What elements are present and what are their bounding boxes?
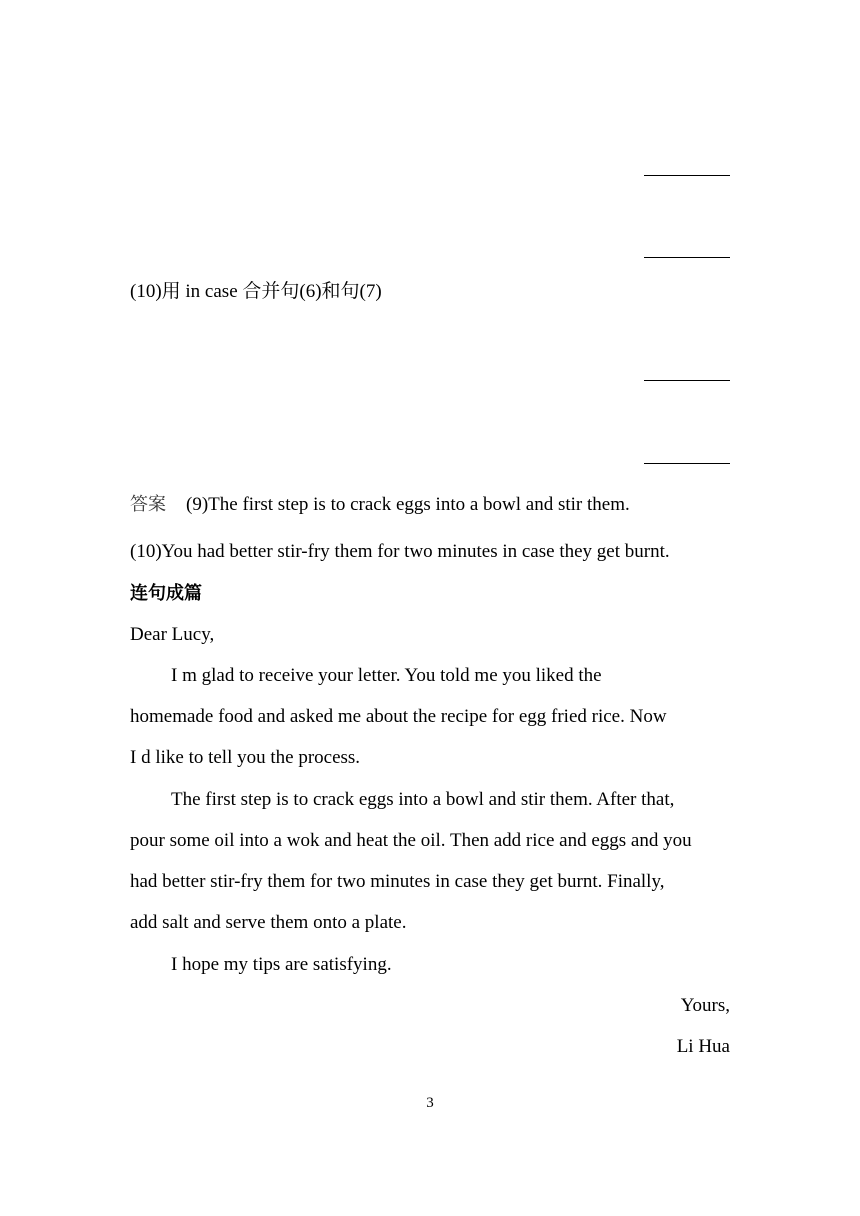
letter-paragraph-2-line-2: pour some oil into a wok and heat the oil. Then add rice and eggs and you (130, 830, 692, 851)
answer-blank-line-3 (644, 380, 730, 381)
answer-blank-line-1 (644, 175, 730, 176)
answer-label: 答案 (130, 494, 166, 515)
letter-greeting: Dear Lucy, (130, 624, 215, 645)
answer-9-text: (9)The first step is to crack eggs into a bowl and stir them. (186, 494, 630, 515)
letter-paragraph-3: I hope my tips are satisfying. (171, 954, 392, 975)
letter-paragraph-2-line-1: The first step is to crack eggs into a bowl and stir them. After that, (171, 789, 675, 810)
letter-paragraph-1-line-2: homemade food and asked me about the recipe for egg fried rice. Now (130, 706, 667, 727)
letter-paragraph-1-line-1: I m glad to receive your letter. You told me you liked the (171, 665, 602, 686)
answer-blank-line-4 (644, 463, 730, 464)
letter-paragraph-2-line-4: add salt and serve them onto a plate. (130, 912, 407, 933)
task-10-prompt: (10)用 in case 合并句(6)和句(7) (130, 281, 382, 302)
page-number: 3 (426, 1095, 434, 1111)
answer-9-line (130, 493, 630, 517)
answer-10-text: (10)You had better stir-fry them for two minutes in case they get burnt. (130, 541, 670, 562)
letter-signature: Li Hua (676, 1036, 730, 1057)
letter-paragraph-1-line-3: I d like to tell you the process. (130, 747, 361, 768)
answer-blank-line-2 (644, 257, 730, 258)
letter-paragraph-2-line-3: had better stir-fry them for two minutes in case they get burnt. Finally, (130, 871, 665, 892)
letter-closing: Yours, (680, 995, 730, 1016)
section-heading: 连句成篇 (130, 583, 202, 604)
